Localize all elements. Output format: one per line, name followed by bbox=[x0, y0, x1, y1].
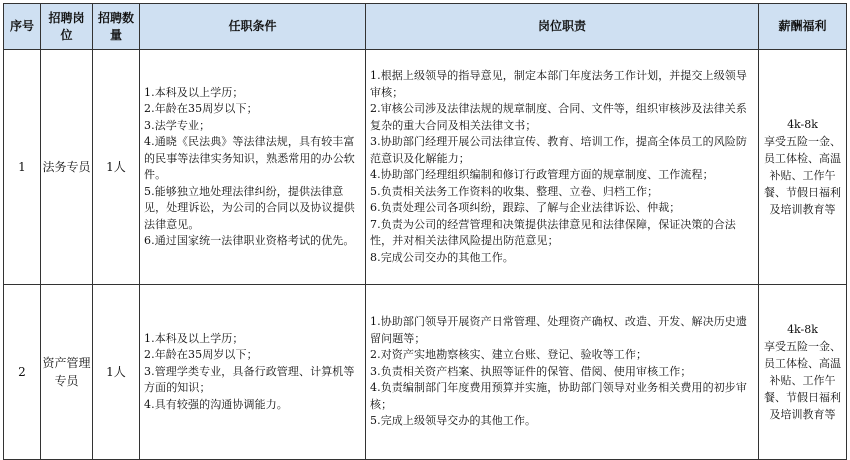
row-position: 资产管理专员 bbox=[41, 285, 93, 460]
salary-line: 4k-8k bbox=[787, 118, 818, 131]
list-item: 1.本科及以上学历； bbox=[144, 331, 244, 345]
header-count: 招聘数量 bbox=[93, 4, 140, 50]
list-item: 3.协助部门经理开展公司法律宣传、教育、培训工作，提高全体员工的风险防范意识及化解能力； bbox=[370, 135, 747, 165]
table-row bbox=[4, 285, 847, 460]
list-item: 1.协助部门领导开展资产日常管理、处理资产确权、改造、开发、解决历史遗留问题等； bbox=[370, 315, 747, 345]
row-duties bbox=[366, 50, 759, 285]
recruitment-table bbox=[3, 3, 847, 460]
list-item: 1.根据上级领导的指导意见，制定本部门年度法务工作计划，并提交上级领导审核； bbox=[370, 69, 747, 99]
list-item: 4.负责编制部门年度费用预算并实施，协助部门领导对业务相关费用的初步审核； bbox=[370, 381, 747, 411]
header-seq: 序号 bbox=[4, 4, 41, 50]
list-item: 3.管理学类专业，具备行政管理、计算机等方面的知识； bbox=[144, 364, 355, 395]
list-item: 2.对资产实地勘察核实、建立台账、登记、验收等工作； bbox=[370, 348, 648, 362]
list-item: 2.年龄在35周岁以下； bbox=[144, 348, 258, 362]
header-position: 招聘岗位 bbox=[41, 4, 93, 50]
salary-line: 4k-8k bbox=[787, 323, 818, 336]
list-item: 8.完成公司交办的其他工作。 bbox=[370, 250, 514, 264]
row-requirements bbox=[140, 285, 366, 460]
list-item: 7.负责为公司的经营管理和决策提供法律意见和法律保障，保证决策的合法性，并对相关法律风险提出防范意见； bbox=[370, 217, 736, 247]
header-row bbox=[4, 4, 847, 50]
row-count: 1人 bbox=[93, 285, 140, 460]
list-item: 4.通晓《民法典》等法律法规，具有较丰富的民事等法律实务知识，熟悉常用的办公软件。 bbox=[144, 135, 355, 181]
list-item: 4.具有较强的沟通协调能力。 bbox=[144, 397, 288, 411]
salary-line: 享受五险一金、员工体检、高温补贴、工作午餐、节假日福利及培训教育等 bbox=[764, 340, 841, 421]
row-salary bbox=[759, 50, 847, 285]
list-item: 5.负责相关法务工作资料的收集、整理、立卷、归档工作； bbox=[370, 184, 659, 198]
list-item: 6.通过国家统一法律职业资格考试的优先。 bbox=[144, 234, 355, 247]
row-salary bbox=[759, 285, 847, 460]
table-row bbox=[4, 50, 847, 285]
list-item: 4.协助部门经理组织编制和修订行政管理方面的规章制度、工作流程； bbox=[370, 168, 714, 181]
row-duties bbox=[366, 285, 759, 460]
list-item: 2.审核公司涉及法律法规的规章制度、合同、文件等，组织审核涉及法律关系复杂的重大合同及相关法律文书； bbox=[370, 102, 747, 132]
header-requirements: 任职条件 bbox=[140, 4, 366, 50]
row-seq: 2 bbox=[4, 285, 41, 460]
row-position: 法务专员 bbox=[41, 50, 93, 285]
header-salary: 薪酬福利 bbox=[759, 4, 847, 50]
row-count: 1人 bbox=[93, 50, 140, 285]
row-requirements bbox=[140, 50, 366, 285]
list-item: 6.负责处理公司各项纠纷，跟踪、了解与企业法律诉讼、仲裁； bbox=[370, 201, 681, 214]
salary-line: 享受五险一金、员工体检、高温补贴、工作午餐、节假日福利及培训教育等 bbox=[764, 135, 841, 216]
list-item: 5.能够独立地处理法律纠纷，提供法律意见，处理诉讼，为公司的合同以及协议提供法律意见。 bbox=[144, 184, 355, 231]
list-item: 3.负责相关资产档案、执照等证件的保管、借阅、使用审核工作； bbox=[370, 364, 692, 378]
list-item: 2.年龄在35周岁以下； bbox=[144, 102, 258, 115]
list-item: 1.本科及以上学历； bbox=[144, 85, 244, 99]
row-seq: 1 bbox=[4, 50, 41, 285]
list-item: 5.完成上级领导交办的其他工作。 bbox=[370, 414, 537, 428]
list-item: 3.法学专业； bbox=[144, 118, 211, 132]
header-duties: 岗位职责 bbox=[366, 4, 759, 50]
